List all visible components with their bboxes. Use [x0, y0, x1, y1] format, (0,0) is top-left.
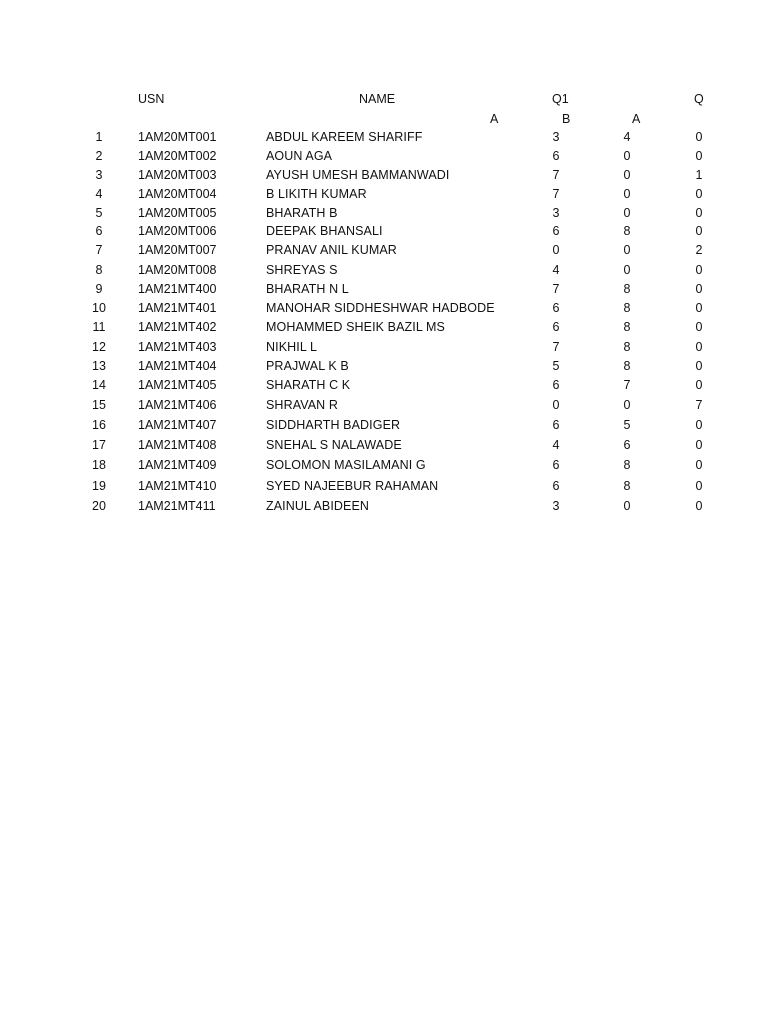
usn-cell: 1AM20MT002 [138, 149, 217, 163]
serial-number: 5 [95, 206, 103, 220]
usn-cell: 1AM21MT408 [138, 438, 217, 452]
q1-a-score: 0 [552, 243, 560, 257]
serial-number: 2 [95, 149, 103, 163]
q1-b-score: 4 [623, 130, 631, 144]
usn-cell: 1AM21MT409 [138, 458, 217, 472]
serial-number: 18 [92, 458, 106, 472]
q-a-score: 0 [695, 340, 703, 354]
table-row [0, 376, 768, 394]
q1-b-score: 0 [623, 263, 631, 277]
q1-b-score: 0 [623, 398, 631, 412]
name-cell: MANOHAR SIDDHESHWAR HADBODE [266, 301, 495, 315]
name-cell: NIKHIL L [266, 340, 318, 354]
q-a-score: 1 [695, 168, 703, 182]
q1-b-score: 0 [623, 187, 631, 201]
table-row [0, 416, 768, 434]
q-a-score: 0 [695, 282, 703, 296]
q1-a-score: 3 [552, 206, 560, 220]
table-row [0, 185, 768, 203]
name-cell: BHARATH B [266, 206, 338, 220]
table-row [0, 497, 768, 515]
name-column-header: NAME [359, 92, 396, 106]
q1-a-score: 7 [552, 168, 560, 182]
q1-b-score: 6 [623, 438, 631, 452]
serial-number: 8 [95, 263, 103, 277]
q1-a-score: 6 [552, 320, 560, 334]
name-cell: B LIKITH KUMAR [266, 187, 367, 201]
q1-a-score: 3 [552, 130, 560, 144]
usn-cell: 1AM20MT007 [138, 243, 217, 257]
subheader-a: A [490, 112, 499, 126]
q1-b-score: 0 [623, 206, 631, 220]
table-row [0, 318, 768, 336]
table-row [0, 147, 768, 165]
serial-number: 12 [92, 340, 106, 354]
q1-b-score: 0 [623, 168, 631, 182]
table-row [0, 261, 768, 279]
q1-b-score: 8 [623, 479, 631, 493]
table-row [0, 280, 768, 298]
serial-number: 19 [92, 479, 106, 493]
serial-number: 17 [92, 438, 106, 452]
name-cell: PRANAV ANIL KUMAR [266, 243, 397, 257]
name-cell: SHARATH C K [266, 378, 351, 392]
table-row [0, 166, 768, 184]
q1-a-score: 6 [552, 418, 560, 432]
serial-number: 3 [95, 168, 103, 182]
name-cell: BHARATH N L [266, 282, 349, 296]
name-cell: DEEPAK BHANSALI [266, 224, 383, 238]
usn-cell: 1AM20MT008 [138, 263, 217, 277]
table-row [0, 222, 768, 240]
serial-number: 1 [95, 130, 103, 144]
table-row [0, 128, 768, 146]
usn-cell: 1AM20MT004 [138, 187, 217, 201]
table-row [0, 456, 768, 474]
q1-a-score: 3 [552, 499, 560, 513]
table-row [0, 396, 768, 414]
q-a-score: 0 [695, 301, 703, 315]
table-row [0, 204, 768, 222]
q1-a-score: 6 [552, 458, 560, 472]
serial-number: 14 [92, 378, 106, 392]
table-row [0, 338, 768, 356]
name-cell: SOLOMON MASILAMANI G [266, 458, 426, 472]
q1-b-score: 5 [623, 418, 631, 432]
q-a-score: 0 [695, 263, 703, 277]
q-column-header: Q [694, 92, 704, 106]
q1-a-score: 7 [552, 187, 560, 201]
usn-cell: 1AM21MT404 [138, 359, 217, 373]
name-cell: SHRAVAN R [266, 398, 338, 412]
q-a-score: 0 [695, 418, 703, 432]
q1-b-score: 8 [623, 301, 631, 315]
name-cell: ABDUL KAREEM SHARIFF [266, 130, 423, 144]
usn-cell: 1AM20MT003 [138, 168, 217, 182]
q-a-score: 0 [695, 187, 703, 201]
q-a-score: 0 [695, 479, 703, 493]
q1-b-score: 8 [623, 458, 631, 472]
usn-column-header: USN [138, 92, 165, 106]
table-row [0, 299, 768, 317]
q1-a-score: 5 [552, 359, 560, 373]
subheader-b: B [562, 112, 571, 126]
q1-b-score: 8 [623, 340, 631, 354]
q1-a-score: 0 [552, 398, 560, 412]
q1-a-score: 4 [552, 263, 560, 277]
q1-b-score: 8 [623, 320, 631, 334]
serial-number: 7 [95, 243, 103, 257]
usn-cell: 1AM21MT402 [138, 320, 217, 334]
usn-cell: 1AM21MT400 [138, 282, 217, 296]
table-row [0, 241, 768, 259]
q1-a-score: 7 [552, 340, 560, 354]
name-cell: ZAINUL ABIDEEN [266, 499, 370, 513]
q1-column-header: Q1 [552, 92, 569, 106]
q1-b-score: 0 [623, 243, 631, 257]
serial-number: 9 [95, 282, 103, 296]
q1-a-score: 6 [552, 149, 560, 163]
usn-cell: 1AM20MT001 [138, 130, 217, 144]
q-a-score: 0 [695, 130, 703, 144]
usn-cell: 1AM20MT006 [138, 224, 217, 238]
q1-b-score: 8 [623, 224, 631, 238]
q1-a-score: 6 [552, 224, 560, 238]
q-a-score: 0 [695, 224, 703, 238]
name-cell: AYUSH UMESH BAMMANWADI [266, 168, 450, 182]
q1-b-score: 0 [623, 499, 631, 513]
q-a-score: 0 [695, 378, 703, 392]
usn-cell: 1AM21MT405 [138, 378, 217, 392]
name-cell: SNEHAL S NALAWADE [266, 438, 402, 452]
usn-cell: 1AM21MT411 [138, 499, 216, 513]
q-a-score: 0 [695, 359, 703, 373]
q1-b-score: 0 [623, 149, 631, 163]
q-a-score: 7 [695, 398, 703, 412]
q-a-score: 0 [695, 499, 703, 513]
serial-number: 10 [92, 301, 106, 315]
q1-a-score: 6 [552, 479, 560, 493]
usn-cell: 1AM20MT005 [138, 206, 217, 220]
serial-number: 20 [92, 499, 106, 513]
q-a-score: 2 [695, 243, 703, 257]
q1-b-score: 8 [623, 282, 631, 296]
q-a-score: 0 [695, 149, 703, 163]
name-cell: SYED NAJEEBUR RAHAMAN [266, 479, 439, 493]
q-a-score: 0 [695, 206, 703, 220]
q1-b-score: 7 [623, 378, 631, 392]
q1-a-score: 4 [552, 438, 560, 452]
subheader-a-second: A [632, 112, 641, 126]
usn-cell: 1AM21MT410 [138, 479, 217, 493]
name-cell: PRAJWAL K B [266, 359, 349, 373]
q1-a-score: 6 [552, 378, 560, 392]
q-a-score: 0 [695, 320, 703, 334]
usn-cell: 1AM21MT407 [138, 418, 217, 432]
name-cell: SIDDHARTH BADIGER [266, 418, 401, 432]
serial-number: 16 [92, 418, 106, 432]
q1-a-score: 6 [552, 301, 560, 315]
serial-number: 11 [92, 320, 106, 334]
name-cell: MOHAMMED SHEIK BAZIL MS [266, 320, 445, 334]
serial-number: 4 [95, 187, 103, 201]
table-row [0, 477, 768, 495]
q1-b-score: 8 [623, 359, 631, 373]
q-a-score: 0 [695, 458, 703, 472]
serial-number: 15 [92, 398, 106, 412]
serial-number: 13 [92, 359, 106, 373]
name-cell: SHREYAS S [266, 263, 338, 277]
table-row [0, 357, 768, 375]
name-cell: AOUN AGA [266, 149, 333, 163]
usn-cell: 1AM21MT403 [138, 340, 217, 354]
q1-a-score: 7 [552, 282, 560, 296]
table-row [0, 436, 768, 454]
q-a-score: 0 [695, 438, 703, 452]
usn-cell: 1AM21MT401 [138, 301, 217, 315]
usn-cell: 1AM21MT406 [138, 398, 217, 412]
serial-number: 6 [95, 224, 103, 238]
